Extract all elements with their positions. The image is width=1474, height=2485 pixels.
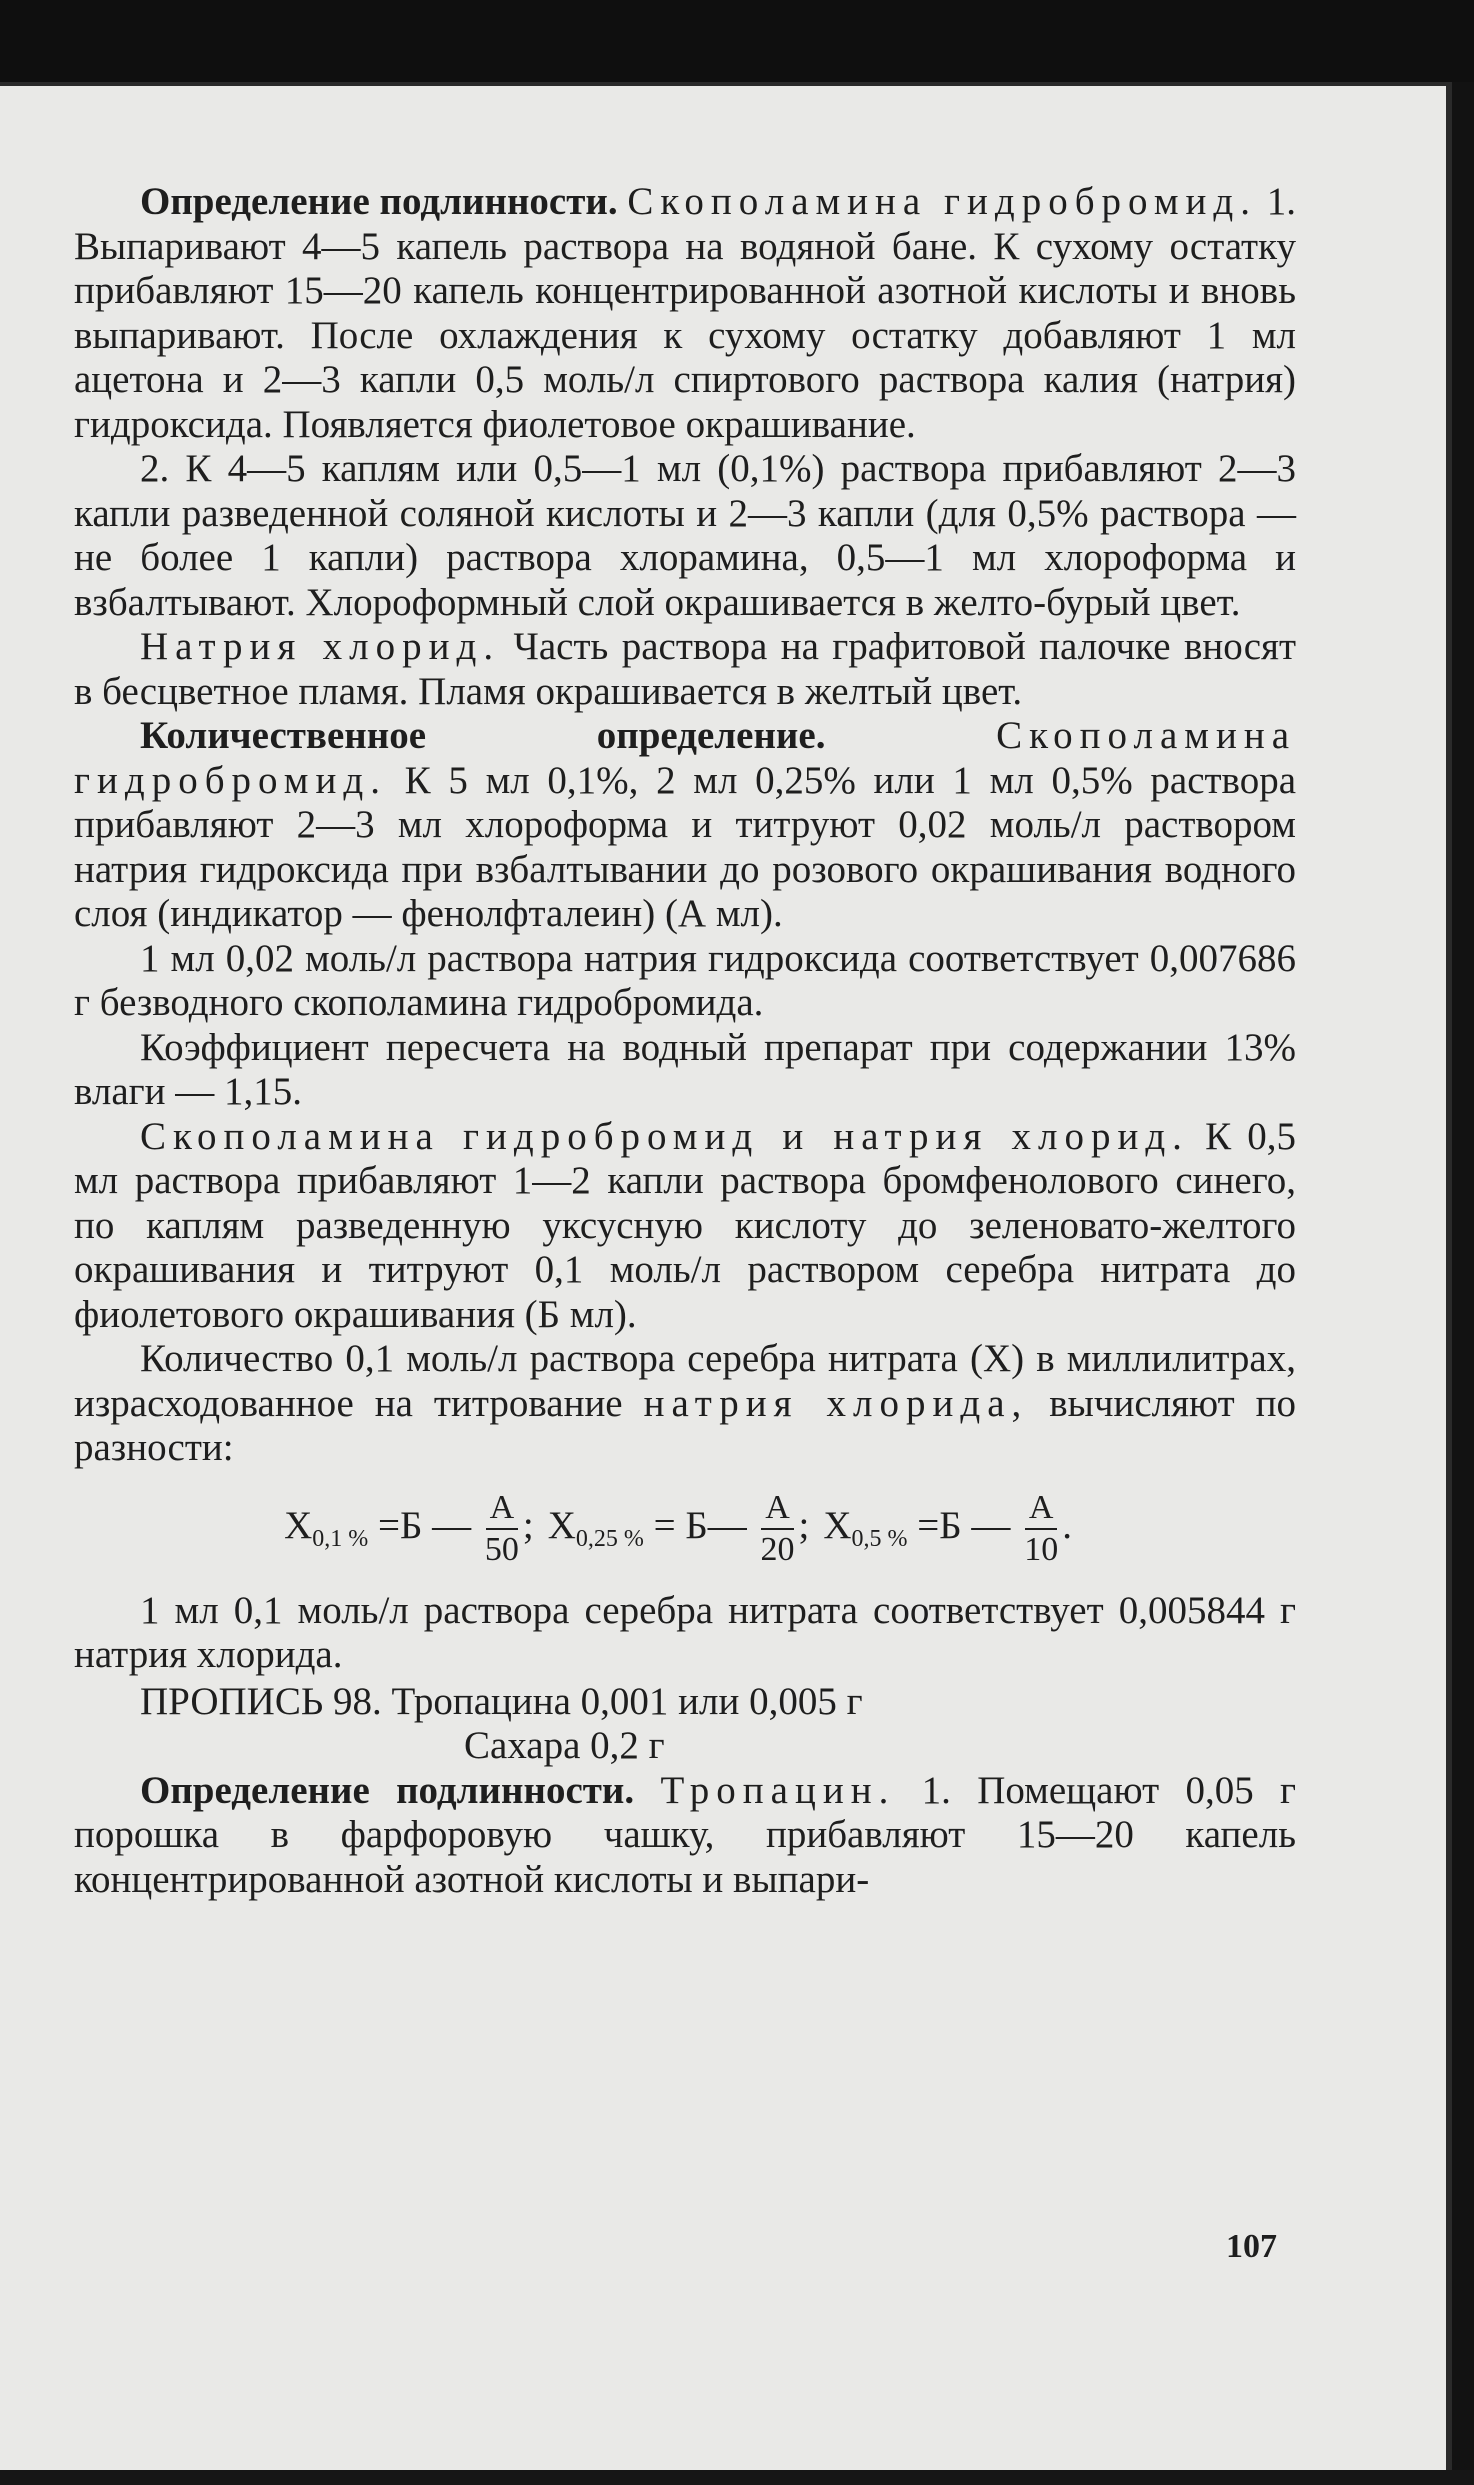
paragraph-text: Часть раствора на графитовой палочке вносят в бесцветное пламя. Пламя окрашивается в желтый цвет. <box>74 625 1296 713</box>
paragraph-text: 1 мл 0,02 моль/л раствора натрия гидроксида соответствует 0,007686 г безводного скополамина гидробромида. <box>74 936 1296 1024</box>
recipe-line: ПРОПИСЬ 98. Тропацина 0,001 или 0,005 г <box>140 1679 863 1723</box>
paragraph-text: К 5 мл 0,1%, 2 мл 0,25% или 1 мл 0,5% раствора прибавляют 2—3 мл хлороформа и титруют 0,02 моль/л раствором натрия гидроксида при взбалтывании до розового окрашивания водного слоя (индикатор — фенолфталеин) (А мл). <box>74 758 1297 935</box>
substance-name: Тропацин. <box>660 1768 896 1812</box>
scan-top-border <box>0 0 1474 82</box>
substance-name: Скополамина гидробромид. <box>627 180 1257 223</box>
section-heading: Количественное определение. <box>140 714 826 757</box>
paragraph-quantitative <box>74 714 1296 937</box>
paragraph-silver-nitrate-equivalence <box>74 1589 1296 1678</box>
paragraph-identification-scopolamine <box>74 180 1296 447</box>
formula-term: $X_{0,5 \%} =Б$ — $\frac{А}{10}$ . <box>823 1488 1072 1568</box>
paragraph-text: 1. Выпаривают 4—5 капель раствора на водяной бане. К сухому остатку прибавляют 15—20 капель концентрированной азотной кислоты и вновь выпаривают. После охлаждения к сухому остатку добавляют 1 мл ацетона и 2—3 капли 0,5 моль/л спиртового раствора калия (натрия) гидроксида. Появляется фиолетовое окрашивание. <box>74 180 1296 446</box>
paragraph-mixture-titration <box>74 1115 1296 1338</box>
paragraph-text: 2. К 4—5 каплям или 0,5—1 мл (0,1%) раствора прибавляют 2—3 капли разведенной соляной кислоты и 2—3 капли (для 0,5% раствора — не более 1 капли) раствора хлорамина, 0,5—1 мл хлороформа и взбалтывают. Хлороформный слой окрашивается в желто-бурый цвет. <box>74 447 1296 624</box>
section-heading: Определение подлинности. <box>140 180 618 223</box>
paragraph-text: 1 мл 0,1 моль/л раствора серебра нитрата соответствует 0,005844 г натрия хлорида. <box>74 1588 1296 1676</box>
substance-name: Скополамина гидробромид. <box>74 714 1297 802</box>
paragraph-chloramine-test <box>74 447 1296 625</box>
paragraph-difference <box>74 1337 1296 1471</box>
paragraph-text: вычисляют по разности: <box>74 1381 1297 1469</box>
section-heading: Определение подлинности. <box>140 1768 635 1812</box>
formula-term: $X_{0,25 \%}$ = Б— $\frac{А}{20}$ ; <box>547 1488 810 1568</box>
paragraph-coefficient <box>74 1026 1296 1115</box>
paragraph-sodium-chloride-flame <box>74 625 1296 714</box>
fraction: $\frac{А}{20}$ <box>760 1488 795 1568</box>
page-body <box>74 180 1296 1902</box>
substance-name: Скополамина гидробромид и натрия хлорид. <box>140 1114 1189 1158</box>
recipe-block <box>74 1680 1296 1769</box>
formula <box>74 1481 1296 1577</box>
page-number: 107 <box>1226 2228 1277 2265</box>
scan-bottom-border <box>0 2470 1474 2485</box>
paragraph-text: 1. Помещают 0,05 г порошка в фарфоровую чашку, прибавляют 15—20 капель концентрированной азотной кислоты и выпари- <box>74 1768 1296 1901</box>
paragraph-equivalence <box>74 937 1296 1026</box>
paragraph-text: К 0,5 мл раствора прибавляют 1—2 капли раствора бромфенолового синего, по каплям разведенную уксусную кислоту до зеленовато-желтого окрашивания и титруют 0,1 моль/л раствором серебра нитрата до фиолетового окрашивания (Б мл). <box>74 1114 1297 1336</box>
paragraph-text: Коэффициент пересчета на водный препарат при содержании 13% влаги — 1,15. <box>74 1025 1296 1113</box>
recipe-line: Сахара 0,2 г <box>464 1724 665 1767</box>
fraction: $\frac{А}{50}$ <box>484 1488 519 1568</box>
substance-name: натрия хлорида, <box>643 1381 1029 1425</box>
formula-term: $X_{0,1 \%} =Б$ — $\frac{А}{50}$ ; <box>284 1488 534 1568</box>
paragraph-text: Количество 0,1 моль/л раствора серебра нитрата (Х) в миллилитрах, израсходованное на титрование <box>74 1337 1296 1425</box>
substance-name: Натрия хлорид. <box>140 625 501 668</box>
paragraph-tropacin-identification <box>74 1769 1296 1903</box>
fraction: $\frac{А}{10}$ <box>1024 1488 1059 1568</box>
